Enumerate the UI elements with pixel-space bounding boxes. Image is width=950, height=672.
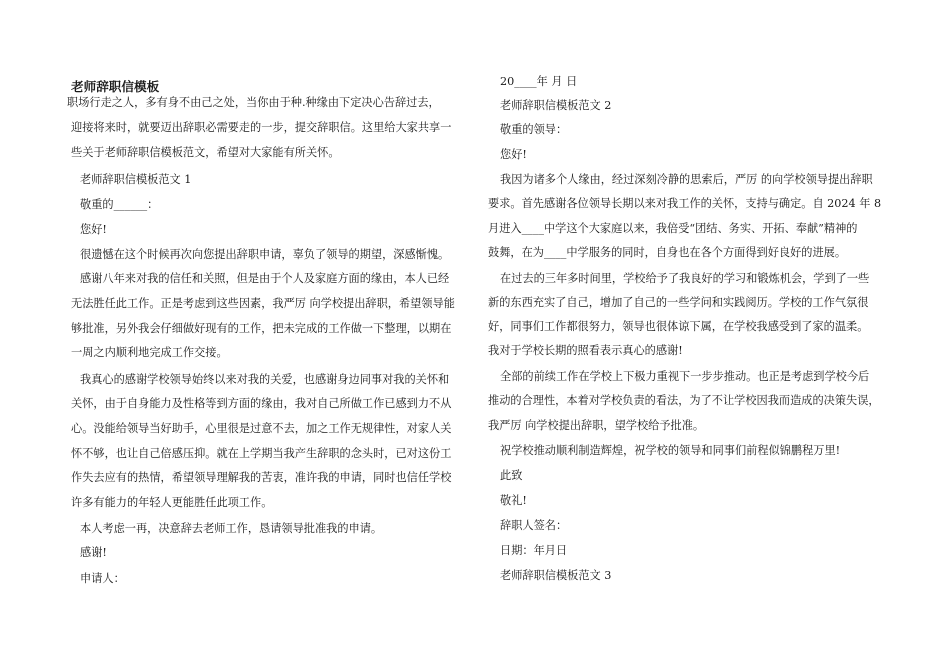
right-paragraph-line: 好，同事们工作都很努力，领导也很体谅下属，在学校我感受到了家的温柔。 <box>488 320 869 333</box>
right-paragraph-line: 要求。首先感谢各位领导长期以来对我工作的关怀，支持与确定。自 2024 年 8 <box>488 197 882 210</box>
right-paragraph-line: 我严厉 向学校提出辞职，望学校给予批准。 <box>488 419 705 432</box>
left-paragraph-line: 敬重的______： <box>80 198 159 211</box>
left-paragraph-line: 职场行走之人，多有身不由己之处，当你由于种.种缘由下定决心告辞过去， <box>67 96 440 109</box>
right-paragraph-line: 此致 <box>500 469 523 482</box>
right-paragraph-line: 辞职人签名： <box>500 519 568 532</box>
right-paragraph-line: 您好! <box>500 148 527 161</box>
left-paragraph-line: 您好! <box>80 223 107 236</box>
right-paragraph-line: 全部的前续工作在学校上下极力重视下一步步推动。也正是考虑到学校今后 <box>500 370 870 383</box>
right-paragraph-line: 祝学校推动顺利制造辉煌，祝学校的领导和同事们前程似锦鹏程万里! <box>500 444 841 457</box>
right-paragraph-line: 老师辞职信模板范文 2 <box>500 99 612 112</box>
left-paragraph-line: 一周之内顺利地完成工作交接。 <box>71 346 228 359</box>
right-paragraph-line: 20____年 月 日 <box>500 75 578 88</box>
left-paragraph-line: 老师辞职信模板范文 1 <box>80 173 192 186</box>
right-paragraph-line: 新的东西充实了自己，增加了自己的一些学问和实践阅历。学校的工作气氛很 <box>488 296 869 309</box>
right-paragraph-line: 我对于学校长期的照看表示真心的感谢! <box>488 344 683 357</box>
left-paragraph-line: 怀不够，也让自己倍感压抑。就在上学期当我产生辞职的念头时，已对这份工 <box>71 447 452 460</box>
right-paragraph-line: 我因为诸多个人缘由，经过深刻冷静的思索后，严厉 的向学校领导提出辞职 <box>500 173 873 186</box>
left-paragraph-line: 感谢! <box>80 546 107 559</box>
right-paragraph-line: 老师辞职信模板范文 3 <box>500 569 612 582</box>
right-paragraph-line: 鼓舞，在为____中学服务的同时，自身也在各个方面得到好良好的进展。 <box>488 246 847 259</box>
right-paragraph-line: 敬重的领导： <box>500 123 568 136</box>
right-paragraph-line: 在过去的三年多时间里，学校给予了我良好的学习和锻炼机会，学到了一些 <box>500 272 870 285</box>
left-paragraph-line: 迎接将来时，就要迈出辞职必需要走的一步，提交辞职信。这里给大家共享一 <box>71 121 452 134</box>
left-paragraph-line: 作失去应有的热情，希望领导理解我的苦衷，准许我的申请，同时也信任学校 <box>71 471 452 484</box>
left-paragraph-line: 申请人： <box>80 572 125 585</box>
right-paragraph-line: 推动的合理性，本着对学校负责的看法，为了不让学校因我而造成的决策失误， <box>488 394 880 407</box>
right-paragraph-line: 敬礼! <box>500 494 527 507</box>
left-paragraph-line: 我真心的感谢学校领导始终以来对我的关爱，也感谢身边同事对我的关怀和 <box>80 373 450 386</box>
left-paragraph-line: 许多有能力的年轻人更能胜任此项工作。 <box>71 496 273 509</box>
left-paragraph-line: 本人考虑一再，决意辞去老师工作，恳请领导批准我的申请。 <box>80 522 383 535</box>
left-paragraph-line: 心。没能给领导当好助手，心里很是过意不去，加之工作无规律性，对家人关 <box>71 422 452 435</box>
left-paragraph-line: 些关于老师辞职信模板范文，希望对大家能有所关怀。 <box>71 146 340 159</box>
left-paragraph-line: 关怀，由于自身能力及性格等到方面的缘由，我对自己所做工作已感到力不从 <box>71 397 452 410</box>
right-paragraph-line: 月进入____中学这个大家庭以来，我倍受“团结、务实、开拓、奉献”精神的 <box>488 222 858 235</box>
right-paragraph-line: 日期：年月日 <box>500 544 568 557</box>
left-paragraph-line: 感谢八年来对我的信任和关照，但是由于个人及家庭方面的缘由，本人已经 <box>80 272 450 285</box>
left-paragraph-line: 够批准，另外我会仔细做好现有的工作，把未完成的工作做一下整理，以期在 <box>71 322 452 335</box>
left-paragraph-line: 很遗憾在这个时候再次向您提出辞职申请，辜负了领导的期望，深感惭愧。 <box>80 248 450 261</box>
left-paragraph-line: 无法胜任此工作。正是考虑到这些因素，我严厉 向学校提出辞职，希望领导能 <box>71 297 455 310</box>
document-title: 老师辞职信模板 <box>71 79 160 94</box>
